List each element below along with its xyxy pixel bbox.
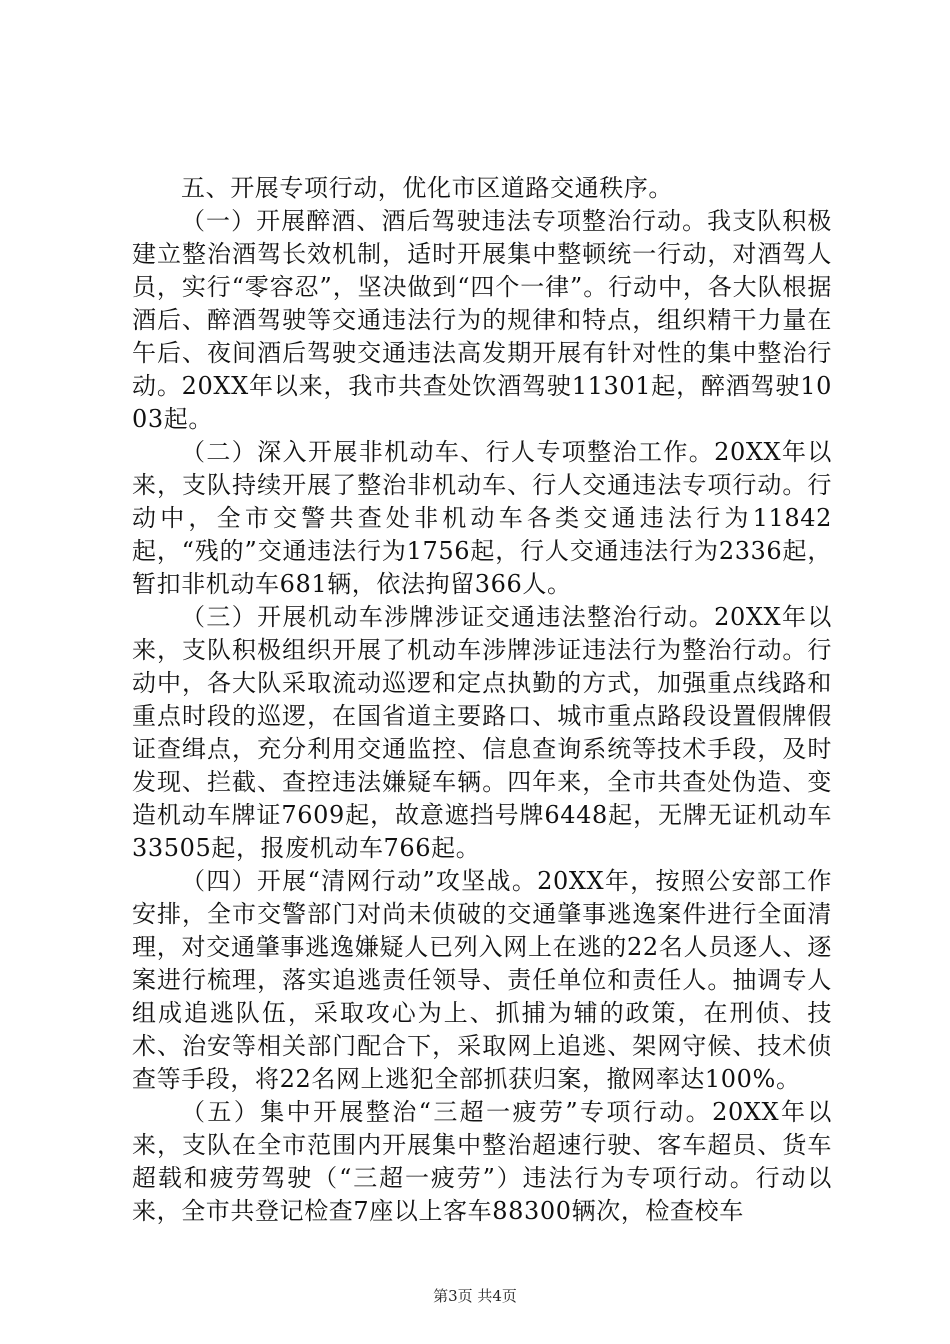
paragraph-non-motor-vehicles: （二）深入开展非机动车、行人专项整治工作。20XX年以来，支队持续开展了整治非机动车、行人交通违法专项行动。行动中，全市交警共查处非机动车各类交通违法行为11842起，“残的”交通违法行为1756起，行人交通违法行为2336起，暂扣非机动车681辆，依法拘留366人。 (132, 438, 832, 598)
section-heading: 五、开展专项行动，优化市区道路交通秩序。 (181, 174, 673, 202)
paragraph-clear-net-action: （四）开展“清网行动”攻坚战。20XX年，按照公安部工作安排，全市交警部门对尚未侦破的交通肇事逃逸案件进行全面清理，对交通肇事逃逸嫌疑人已列入网上在逃的22名人员逐人、逐案进行梳理，落实追逃责任领导、责任单位和责任人。抽调专人组成追逃队伍，采取攻心为上、抓捕为辅的政策，在刑侦、技术、治安等相关部门配合下，采取网上追逃、架网守候、技术侦查等手段，将22名网上逃犯全部抓获归案，撤网率达100%。 (132, 867, 832, 1093)
paragraph-three-over-one-fatigue: （五）集中开展整治“三超一疲劳”专项行动。20XX年以来，支队在全市范围内开展集中整治超速行驶、客车超员、货车超载和疲劳驾驶（“三超一疲劳”）违法行为专项行动。行动以来，全市共登记检查7座以上客车88300辆次，检查校车 (132, 1098, 832, 1225)
document-body (132, 172, 832, 1228)
paragraph-drunk-driving: （一）开展醉酒、酒后驾驶违法专项整治行动。我支队积极建立整治酒驾长效机制，适时开展集中整顿统一行动，对酒驾人员，实行“零容忍”，坚决做到“四个一律”。行动中，各大队根据酒后、醉酒驾驶等交通违法行为的规律和特点，组织精干力量在午后、夜间酒后驾驶交通违法高发期开展有针对性的集中整治行动。20XX年以来，我市共查处饮酒驾驶11301起，醉酒驾驶1003起。 (132, 207, 832, 433)
paragraph-license-plates: （三）开展机动车涉牌涉证交通违法整治行动。20XX年以来，支队积极组织开展了机动车涉牌涉证违法行为整治行动。行动中，各大队采取流动巡逻和定点执勤的方式，加强重点线路和重点时段的巡逻，在国省道主要路口、城市重点路段设置假牌假证查缉点，充分利用交通监控、信息查询系统等技术手段，及时发现、拦截、查控违法嫌疑车辆。四年来，全市共查处伪造、变造机动车牌证7609起，故意遮挡号牌6448起，无牌无证机动车33505起，报废机动车766起。 (132, 603, 832, 862)
page-footer: 第3页 共4页 (433, 1287, 517, 1305)
